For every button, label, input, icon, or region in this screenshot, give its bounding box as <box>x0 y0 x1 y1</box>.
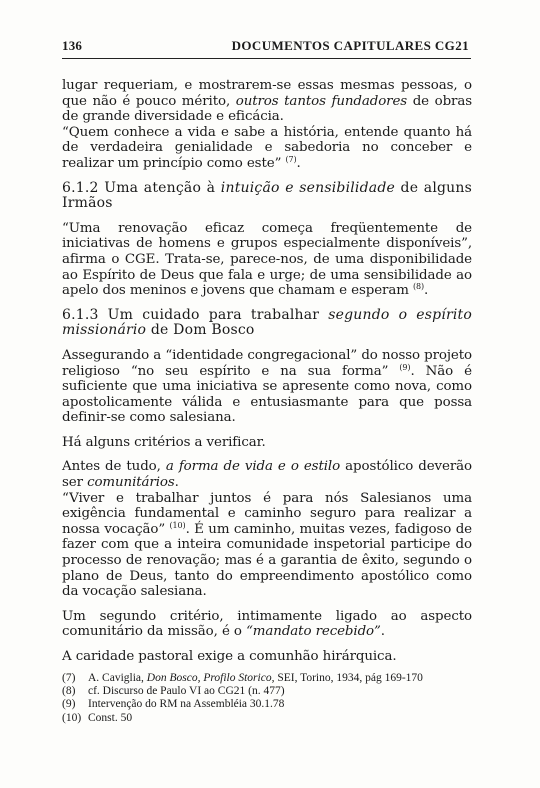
paragraph-3: “Uma renovação eficaz começa freqüentemente de iniciativas de homens e grupos especialmente disponíveis”, afirma o CGE. Trata-se, parece-nos, de uma disponibilidade ao Espírito de Deus que fala e urge; de uma sensibilidade ao apelo dos meninos e jovens que chamam e esperam $^{(8)}$. <box>62 220 472 299</box>
footnote-ref-10[interactable]: (10) <box>169 520 186 530</box>
paragraph-7: “Viver e trabalhar juntos é para nós Salesianos uma exigência fundamental e caminho seguro para realizar a nossa vocação” $^{(10)}$. É um caminho, muitas vezes, fadigoso de fazer com que a inteira comunidade inspetorial participe do processo de renovação; mas é a garantia de êxito, segundo o plano de Deus, tanto do empreendimento apostólico como da vocação salesiana. <box>62 490 473 600</box>
emphasis: outros tantos fundadores <box>235 93 408 109</box>
page-number: 136 <box>62 38 83 53</box>
footnote-text: A. Caviglia, Don Bosco, Profilo Storico, SEI, Torino, 1934, pág 169-170 <box>88 672 423 684</box>
header-rule <box>62 58 471 59</box>
footnotes <box>62 672 472 725</box>
running-title: DOCUMENTOS CAPITULARES CG21 <box>231 38 469 53</box>
section-heading-6-1-3: 6.1.3 Um cuidado para trabalhar segundo o espírito missionário de Dom Bosco <box>62 306 472 339</box>
footnote-number: (10) <box>62 711 82 724</box>
footnote-text: Const. 50 <box>88 711 133 724</box>
footnote-number: (7) <box>62 672 76 684</box>
footnote-item <box>62 672 472 685</box>
footnote-item <box>62 698 472 711</box>
paragraph-6: Antes de tudo, a forma de vida e o estilo apostólico deverão ser comunitários. <box>62 459 472 491</box>
footnote-ref-9[interactable]: (9) <box>399 362 411 372</box>
footnote-item <box>62 685 472 698</box>
main-text <box>62 78 472 674</box>
footnote-number: (9) <box>62 698 76 711</box>
paragraph-4: Assegurando a “identidade congregacional” do nosso projeto religioso “no seu espírito e na sua forma” $^{(9)}$. Não é suficiente que uma iniciativa se apresente como nova, como apostolicamente válida e entusiasmante para que possa definir-se como salesiana. <box>62 347 472 426</box>
paragraph-5: Há alguns critérios a verificar. <box>62 434 266 450</box>
footnote-text: cf. Discurso de Paulo VI ao CG21 (n. 477) <box>88 685 285 698</box>
paragraph-9: A caridade pastoral exige a comunhão hirárquica. <box>62 649 397 664</box>
footnote-ref-7[interactable]: (7) <box>285 154 297 164</box>
paragraph-2: “Quem conhece a vida e sabe a história, entende quanto há de verdadeira genialidade e sabedoria no conceber e realizar um princípio como este” $^{(7)}$. <box>62 124 472 171</box>
footnote-ref-8[interactable]: (8) <box>412 282 425 292</box>
footnote-item <box>62 712 472 725</box>
paragraph-1: lugar requeriam, e mostrarem-se essas mesmas pessoas, o que não é pouco mérito, outros tantos fundadores de obras de grande diversidade e eficácia. <box>62 78 473 125</box>
footnote-text: Intervenção do RM na Assembléia 30.1.78 <box>88 698 285 711</box>
paragraph-8: Um segundo critério, intimamente ligado ao aspecto comunitário da missão, é o “mandato recebido”. <box>62 608 472 640</box>
footnote-number: (8) <box>62 685 76 698</box>
section-heading-6-1-2: 6.1.2 Uma atenção à intuição e sensibilidade de alguns Irmãos <box>62 179 472 212</box>
